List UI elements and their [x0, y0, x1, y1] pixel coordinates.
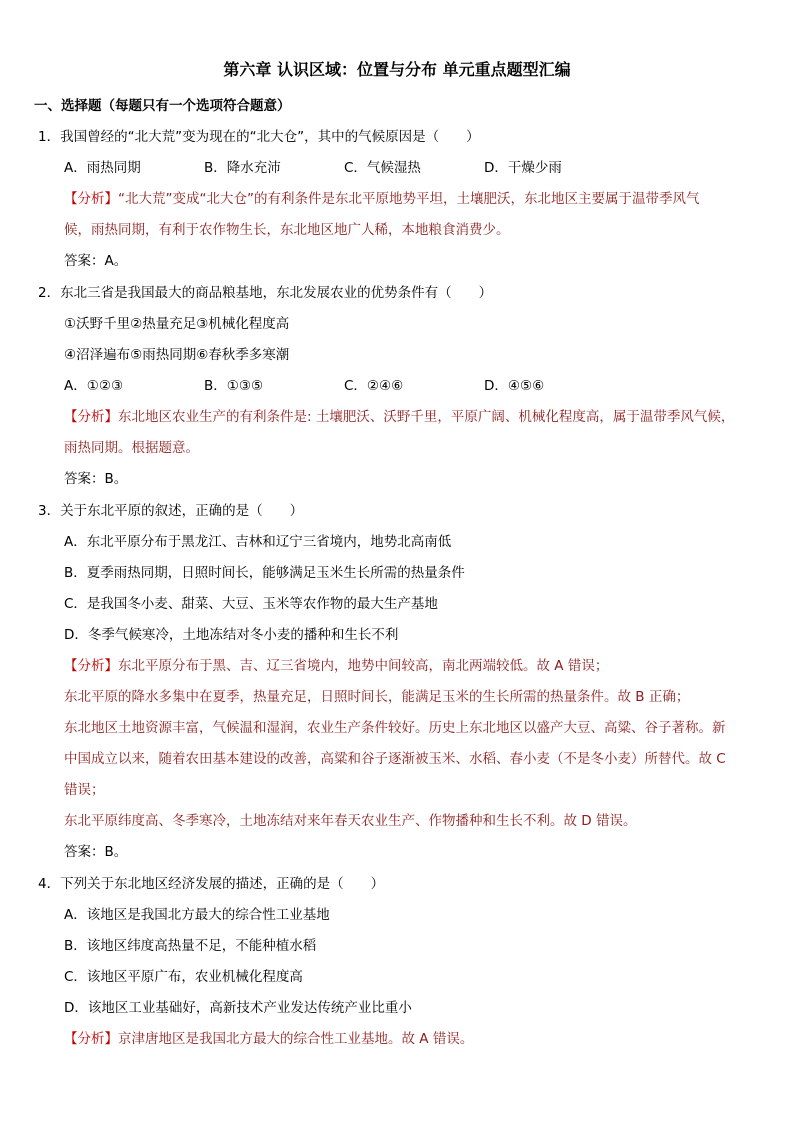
question-3-stem: 3．关于东北平原的叙述，正确的是（ ） — [38, 503, 304, 519]
question-2-option-a: A．①②③ — [64, 378, 124, 394]
question-1-option-c: C．气候湿热 — [344, 160, 421, 176]
question-3-option-c: C．是我国冬小麦、甜菜、大豆、玉米等农作物的最大生产基地 — [64, 596, 438, 612]
page-title: 第六章 认识区域：位置与分布 单元重点题型汇编 — [223, 60, 571, 79]
question-2-answer: 答案：B。 — [64, 471, 128, 487]
question-3-analysis-line-3: 东北地区土地资源丰富，气候温和湿润，农业生产条件较好。历史上东北地区以盛产大豆、高粱、谷子著称。新 — [64, 720, 726, 736]
question-2-option-c: C．②④⑥ — [344, 378, 404, 394]
question-3-analysis-line-6: 东北平原纬度高、冬季寒冷，土地冻结对来年春天农业生产、作物播种和生长不利。故 D 错误。 — [64, 813, 637, 829]
question-3-analysis-line-1 — [64, 656, 608, 676]
question-4-option-d: D．该地区工业基础好，高新技术产业发达传统产业比重小 — [64, 1000, 412, 1016]
question-2-analysis-line-2: 雨热同期。根据题意。 — [64, 440, 199, 456]
question-2-analysis-line-1 — [64, 407, 734, 427]
question-4-option-c: C．该地区平原广布，农业机械化程度高 — [64, 969, 303, 985]
question-1-options — [64, 158, 624, 178]
section-heading: 一、选择题（每题只有一个选项符合题意） — [34, 98, 291, 114]
question-1-option-d: D．干燥少雨 — [484, 160, 562, 176]
question-4-analysis-line-1 — [64, 1029, 473, 1049]
question-3-answer: 答案：B。 — [64, 844, 128, 860]
question-3-option-b: B．夏季雨热同期，日照时间长，能够满足玉米生长所需的热量条件 — [64, 565, 465, 581]
question-2-option-d: D．④⑤⑥ — [484, 378, 545, 394]
question-3-option-a: A．东北平原分布于黑龙江、吉林和辽宁三省境内，地势北高南低 — [64, 534, 452, 550]
question-2-items-line-1: ①沃野千里②热量充足③机械化程度高 — [64, 316, 290, 332]
analysis-text: 东北平原分布于黑、吉、辽三省境内，地势中间较高，南北两端较低。故 A 错误； — [118, 658, 609, 674]
question-1-option-a: A．雨热同期 — [64, 160, 141, 176]
question-2-option-b: B．①③⑤ — [204, 378, 264, 394]
question-3-option-d: D．冬季气候寒冷，土地冻结对冬小麦的播种和生长不利 — [64, 627, 399, 643]
question-4-stem: 4．下列关于东北地区经济发展的描述，正确的是（ ） — [38, 876, 385, 892]
question-2-options — [64, 376, 624, 396]
question-3-analysis-line-5: 错误； — [64, 782, 105, 798]
analysis-tag: 【分析】 — [64, 1031, 118, 1047]
question-2-stem: 2．东北三省是我国最大的商品粮基地，东北发展农业的优势条件有（ ） — [38, 285, 493, 301]
question-4-option-a: A．该地区是我国北方最大的综合性工业基地 — [64, 907, 330, 923]
question-1-analysis-line-1 — [64, 189, 699, 209]
question-3-analysis-line-2: 东北平原的降水多集中在夏季，热量充足，日照时间长，能满足玉米的生长所需的热量条件。故 B 正确； — [64, 689, 690, 705]
analysis-text: 东北地区农业生产的有利条件是: 土壤肥沃、沃野千里，平原广阔、机械化程度高，属于温带季风气候， — [118, 409, 735, 425]
analysis-text: 京津唐地区是我国北方最大的综合性工业基地。故 A 错误。 — [118, 1031, 474, 1047]
question-1-analysis-line-2: 候，雨热同期，有利于农作物生长，东北地区地广人稀，本地粮食消费少。 — [64, 222, 510, 238]
question-4-option-b: B．该地区纬度高热量不足，不能种植水稻 — [64, 938, 317, 954]
analysis-text: “北大荒”变成“北大仓”的有利条件是东北平原地势平坦，土壤肥沃，东北地区主要属于温带季风气 — [118, 191, 700, 207]
question-1-option-b: B．降水充沛 — [204, 160, 281, 176]
question-3-analysis-line-4: 中国成立以来，随着农田基本建设的改善，高粱和谷子逐渐被玉米、水稻、春小麦（不是冬小麦）所替代。故 C — [64, 751, 726, 767]
question-1-answer: 答案：A。 — [64, 253, 128, 269]
analysis-tag: 【分析】 — [64, 409, 118, 425]
question-1-stem: 1．我国曾经的“北大荒”变为现在的“北大仓”，其中的气候原因是（ ） — [38, 129, 480, 145]
analysis-tag: 【分析】 — [64, 191, 118, 207]
question-2-items-line-2: ④沼泽遍布⑤雨热同期⑥春秋季多寒潮 — [64, 347, 290, 363]
analysis-tag: 【分析】 — [64, 658, 118, 674]
